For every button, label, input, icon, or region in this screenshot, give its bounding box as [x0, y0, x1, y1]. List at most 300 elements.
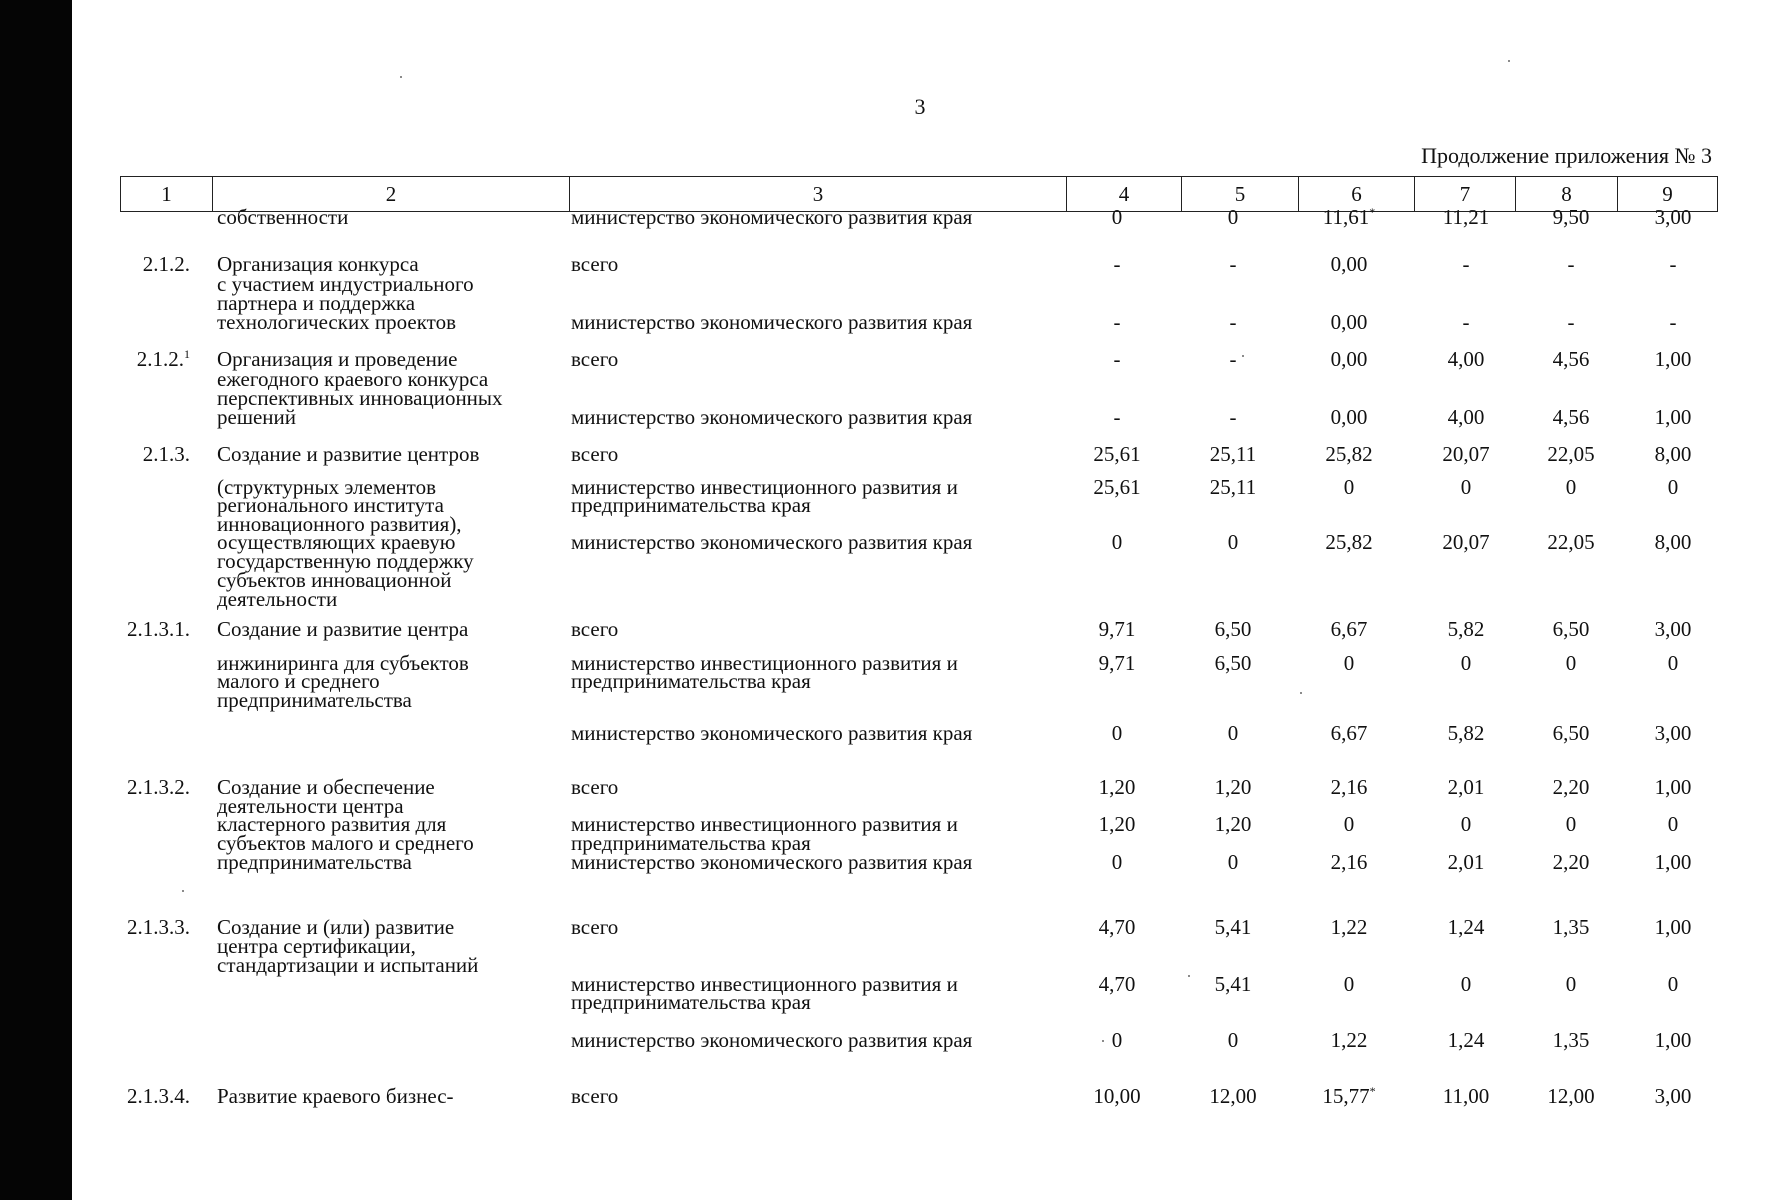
value-col-8-text: 0 — [1565, 475, 1577, 499]
value-col-4-text: 0 — [1111, 721, 1123, 745]
value-col-8 — [1521, 205, 1621, 229]
value-col-6 — [1299, 651, 1399, 675]
value-col-8 — [1521, 347, 1621, 371]
value-col-4 — [1067, 1028, 1167, 1052]
value-col-9 — [1623, 617, 1723, 641]
footnote-mark: * — [1369, 1084, 1376, 1098]
row-code-text: 2.1.3.3. — [127, 915, 190, 939]
value-col-7 — [1416, 915, 1516, 939]
value-col-9-text: 1,00 — [1654, 775, 1692, 799]
row-organization — [571, 530, 973, 554]
value-col-8-text: 0 — [1565, 812, 1577, 836]
row-organization — [571, 493, 811, 517]
row-code — [78, 617, 190, 641]
row-name-text: партнера и поддержка — [217, 291, 416, 315]
scan-speck — [1300, 692, 1302, 694]
row-name-text: регионального института — [217, 493, 444, 517]
scan-speck — [400, 76, 402, 78]
value-col-8-text: 1,35 — [1552, 915, 1590, 939]
row-organization — [571, 310, 973, 334]
scan-speck — [1102, 1040, 1104, 1042]
value-col-9 — [1623, 405, 1723, 429]
row-name — [217, 617, 469, 641]
value-col-8-text: - — [1567, 252, 1575, 276]
row-organization — [571, 1084, 619, 1108]
value-col-5 — [1183, 252, 1283, 276]
value-col-4-text: 0 — [1111, 1028, 1123, 1052]
row-name-text: перспективных инновационных — [217, 386, 503, 410]
value-col-7-text: 1,24 — [1447, 1028, 1485, 1052]
value-col-4 — [1067, 812, 1167, 836]
value-col-5 — [1183, 775, 1283, 799]
value-col-4-text: 9,71 — [1098, 617, 1136, 641]
value-col-9 — [1623, 651, 1723, 675]
row-organization — [571, 721, 973, 745]
value-col-5-text: 12,00 — [1209, 1084, 1257, 1108]
value-col-6 — [1299, 812, 1399, 836]
row-organization-text: министерство экономического развития края — [571, 1028, 973, 1052]
value-col-6-text: 0 — [1343, 812, 1355, 836]
value-col-9 — [1623, 442, 1723, 466]
value-col-4 — [1067, 721, 1167, 745]
value-col-8 — [1521, 1084, 1621, 1108]
value-col-8-text: 22,05 — [1547, 530, 1595, 554]
value-col-9-text: - — [1669, 310, 1677, 334]
row-organization — [571, 669, 811, 693]
value-col-6-text: 0 — [1343, 972, 1355, 996]
value-col-6-text: 6,67 — [1330, 617, 1368, 641]
column-header-1: 1 — [121, 177, 213, 212]
value-col-4 — [1067, 972, 1167, 996]
value-col-7-text: - — [1462, 310, 1470, 334]
value-col-4-text: 9,71 — [1098, 651, 1136, 675]
row-name-text: Создание и обеспечение — [217, 775, 435, 799]
row-code-text: 2.1.3.4. — [127, 1084, 190, 1108]
value-col-9 — [1623, 530, 1723, 554]
row-organization — [571, 252, 619, 276]
row-organization-text: министерство экономического развития края — [571, 405, 973, 429]
value-col-4-text: 0 — [1111, 205, 1123, 229]
row-name-text: (структурных элементов — [217, 475, 436, 499]
value-col-6-text: 11,61 — [1322, 205, 1370, 229]
value-col-5-text: 0 — [1227, 205, 1239, 229]
value-col-5-text: 5,41 — [1214, 915, 1252, 939]
page-number: 3 — [914, 94, 926, 119]
row-code — [78, 775, 190, 799]
value-col-6 — [1299, 972, 1399, 996]
value-col-9-text: 8,00 — [1654, 530, 1692, 554]
value-col-7 — [1416, 205, 1516, 229]
value-col-4-text: 10,00 — [1093, 1084, 1141, 1108]
row-organization — [571, 347, 619, 371]
value-col-8 — [1521, 775, 1621, 799]
value-col-7-text: 1,24 — [1447, 915, 1485, 939]
row-name-text: кластерного развития для — [217, 812, 447, 836]
row-organization — [571, 617, 619, 641]
value-col-5-text: 25,11 — [1209, 442, 1257, 466]
value-col-5 — [1183, 915, 1283, 939]
value-col-5-text: - — [1229, 310, 1237, 334]
value-col-6 — [1299, 252, 1399, 276]
value-col-5-text: 0 — [1227, 1028, 1239, 1052]
value-col-8 — [1521, 405, 1621, 429]
value-col-4 — [1067, 617, 1167, 641]
value-col-7 — [1416, 850, 1516, 874]
value-col-9 — [1623, 915, 1723, 939]
value-col-7 — [1416, 442, 1516, 466]
value-col-6 — [1299, 850, 1399, 874]
value-col-7-text: 0 — [1460, 972, 1472, 996]
row-organization — [571, 1028, 973, 1052]
value-col-4 — [1067, 530, 1167, 554]
value-col-6 — [1299, 310, 1399, 334]
value-col-9 — [1623, 205, 1723, 229]
row-code — [78, 347, 190, 371]
value-col-9 — [1623, 310, 1723, 334]
row-organization-text: предпринимательства края — [571, 493, 811, 517]
row-name-text: предпринимательства — [217, 850, 412, 874]
value-col-4-text: 25,61 — [1093, 475, 1141, 499]
value-col-7 — [1416, 721, 1516, 745]
row-name — [217, 310, 456, 334]
continuation-caption: Продолжение приложения № 3 — [1421, 143, 1712, 168]
value-col-8 — [1521, 617, 1621, 641]
value-col-6-text: 0,00 — [1330, 310, 1368, 334]
value-col-9-text: 1,00 — [1654, 915, 1692, 939]
value-col-8-text: 4,56 — [1552, 405, 1590, 429]
row-name-text: субъектов инновационной — [217, 568, 452, 592]
row-organization-text: всего — [571, 617, 619, 641]
value-col-8-text: 0 — [1565, 972, 1577, 996]
value-col-4 — [1067, 651, 1167, 675]
value-col-4 — [1067, 442, 1167, 466]
value-col-6-text: 0 — [1343, 475, 1355, 499]
value-col-7 — [1416, 530, 1516, 554]
row-code — [78, 252, 190, 276]
value-col-6 — [1299, 205, 1399, 229]
row-name — [217, 850, 412, 874]
value-col-4-text: - — [1113, 405, 1121, 429]
value-col-6 — [1299, 1084, 1399, 1108]
value-col-8 — [1521, 310, 1621, 334]
value-col-7-text: 20,07 — [1442, 442, 1490, 466]
footnote-mark: * — [1369, 205, 1376, 219]
value-col-9 — [1623, 1028, 1723, 1052]
value-col-7 — [1416, 310, 1516, 334]
row-name-text: решений — [217, 405, 297, 429]
value-col-4 — [1067, 310, 1167, 334]
row-name-text: Организация конкурса — [217, 252, 419, 276]
value-col-9 — [1623, 475, 1723, 499]
column-header-6: 6 — [1299, 177, 1415, 212]
value-col-8 — [1521, 651, 1621, 675]
column-header-8: 8 — [1516, 177, 1618, 212]
row-name-text: собственности — [217, 205, 349, 229]
value-col-9 — [1623, 812, 1723, 836]
column-header-5: 5 — [1182, 177, 1299, 212]
value-col-7-text: 0 — [1460, 812, 1472, 836]
value-col-9 — [1623, 972, 1723, 996]
row-code — [78, 1084, 190, 1108]
value-col-4-text: 4,70 — [1098, 915, 1136, 939]
scan-speck — [1508, 60, 1510, 62]
value-col-6-text: 2,16 — [1330, 775, 1368, 799]
row-code-text: 2.1.3.2. — [127, 775, 190, 799]
value-col-4 — [1067, 850, 1167, 874]
value-col-5 — [1183, 812, 1283, 836]
row-organization — [571, 405, 973, 429]
value-col-4-text: - — [1113, 347, 1121, 371]
value-col-5-text: 25,11 — [1209, 475, 1257, 499]
row-organization-text: министерство экономического развития края — [571, 530, 973, 554]
row-code-text: 2.1.2. — [142, 252, 190, 276]
value-col-6-text: 25,82 — [1325, 442, 1373, 466]
value-col-8-text: - — [1567, 310, 1575, 334]
row-name-text: технологических проектов — [217, 310, 456, 334]
value-col-4 — [1067, 475, 1167, 499]
value-col-6 — [1299, 1028, 1399, 1052]
row-name-text: инновационного развития), — [217, 512, 462, 536]
value-col-9-text: 3,00 — [1654, 721, 1692, 745]
value-col-7 — [1416, 775, 1516, 799]
value-col-5 — [1183, 347, 1283, 371]
value-col-9 — [1623, 775, 1723, 799]
value-col-9 — [1623, 850, 1723, 874]
value-col-8 — [1521, 812, 1621, 836]
value-col-8 — [1521, 442, 1621, 466]
row-name — [217, 688, 412, 712]
value-col-6-text: 0,00 — [1330, 252, 1368, 276]
row-name — [217, 587, 338, 611]
row-name-text: с участием индустриального — [217, 272, 474, 296]
value-col-6-text: 1,22 — [1330, 915, 1368, 939]
value-col-8 — [1521, 530, 1621, 554]
value-col-9-text: 0 — [1667, 651, 1679, 675]
value-col-6 — [1299, 721, 1399, 745]
row-organization-text: министерство экономического развития края — [571, 850, 973, 874]
row-name-text: Создание и развитие центра — [217, 617, 469, 641]
value-col-5-text: 6,50 — [1214, 651, 1252, 675]
row-name-text: государственную поддержку — [217, 549, 474, 573]
row-organization-text: всего — [571, 442, 619, 466]
value-col-7-text: 11,21 — [1442, 205, 1490, 229]
value-col-6 — [1299, 915, 1399, 939]
value-col-5 — [1183, 1084, 1283, 1108]
row-organization — [571, 990, 811, 1014]
row-name-text: деятельности — [217, 587, 338, 611]
value-col-9-text: 1,00 — [1654, 1028, 1692, 1052]
value-col-9 — [1623, 347, 1723, 371]
value-col-5 — [1183, 530, 1283, 554]
value-col-6-text: 0 — [1343, 651, 1355, 675]
value-col-7 — [1416, 475, 1516, 499]
row-name-text: ежегодного краевого конкурса — [217, 367, 489, 391]
row-name-text: предпринимательства — [217, 688, 412, 712]
value-col-8 — [1521, 850, 1621, 874]
row-organization-text: предпринимательства края — [571, 831, 811, 855]
value-col-9-text: - — [1669, 252, 1677, 276]
row-name-text: Создание и развитие центров — [217, 442, 480, 466]
row-name-text: осуществляющих краевую — [217, 530, 456, 554]
value-col-4-text: 0 — [1111, 850, 1123, 874]
value-col-5-text: - — [1229, 347, 1237, 371]
value-col-6 — [1299, 405, 1399, 429]
value-col-9-text: 3,00 — [1654, 617, 1692, 641]
value-col-5 — [1183, 205, 1283, 229]
row-organization — [571, 205, 973, 229]
value-col-7 — [1416, 812, 1516, 836]
row-organization-text: всего — [571, 347, 619, 371]
value-col-9 — [1623, 721, 1723, 745]
row-organization — [571, 850, 973, 874]
row-organization — [571, 775, 619, 799]
value-col-4 — [1067, 775, 1167, 799]
value-col-8-text: 6,50 — [1552, 617, 1590, 641]
row-organization-text: всего — [571, 1084, 619, 1108]
value-col-5-text: 0 — [1227, 530, 1239, 554]
row-name — [217, 442, 480, 466]
value-col-7-text: 2,01 — [1447, 775, 1485, 799]
value-col-8-text: 12,00 — [1547, 1084, 1595, 1108]
value-col-5 — [1183, 1028, 1283, 1052]
row-name — [217, 405, 297, 429]
value-col-8-text: 2,20 — [1552, 775, 1590, 799]
value-col-4-text: 1,20 — [1098, 775, 1136, 799]
value-col-6-text: 2,16 — [1330, 850, 1368, 874]
row-organization-text: всего — [571, 775, 619, 799]
row-organization — [571, 915, 619, 939]
row-code — [78, 915, 190, 939]
value-col-7-text: 5,82 — [1447, 721, 1485, 745]
row-organization-text: министерство инвестиционного развития и — [571, 651, 958, 675]
scan-speck — [1242, 355, 1244, 357]
row-organization-text: всего — [571, 915, 619, 939]
row-name — [217, 953, 479, 977]
value-col-5 — [1183, 850, 1283, 874]
value-col-7-text: 2,01 — [1447, 850, 1485, 874]
value-col-8-text: 2,20 — [1552, 850, 1590, 874]
value-col-5 — [1183, 972, 1283, 996]
value-col-5 — [1183, 310, 1283, 334]
row-name-text: стандартизации и испытаний — [217, 953, 479, 977]
value-col-8-text: 6,50 — [1552, 721, 1590, 745]
value-col-6-text: 6,67 — [1330, 721, 1368, 745]
column-header-7: 7 — [1415, 177, 1516, 212]
value-col-8 — [1521, 972, 1621, 996]
value-col-8-text: 9,50 — [1552, 205, 1590, 229]
value-col-9-text: 3,00 — [1654, 1084, 1692, 1108]
value-col-4-text: 0 — [1111, 530, 1123, 554]
value-col-5-text: 0 — [1227, 721, 1239, 745]
row-organization-text: министерство инвестиционного развития и — [571, 475, 958, 499]
value-col-9-text: 0 — [1667, 972, 1679, 996]
row-organization-text: министерство инвестиционного развития и — [571, 972, 958, 996]
row-organization-text: министерство экономического развития края — [571, 205, 973, 229]
value-col-5 — [1183, 721, 1283, 745]
value-col-7 — [1416, 617, 1516, 641]
value-col-5 — [1183, 617, 1283, 641]
value-col-7-text: 0 — [1460, 651, 1472, 675]
value-col-5 — [1183, 475, 1283, 499]
value-col-7-text: 20,07 — [1442, 530, 1490, 554]
value-col-5-text: 1,20 — [1214, 812, 1252, 836]
value-col-9-text: 1,00 — [1654, 347, 1692, 371]
value-col-6-text: 0,00 — [1330, 405, 1368, 429]
value-col-7 — [1416, 252, 1516, 276]
value-col-4 — [1067, 205, 1167, 229]
value-col-4 — [1067, 915, 1167, 939]
value-col-5-text: - — [1229, 405, 1237, 429]
value-col-5-text: 0 — [1227, 850, 1239, 874]
value-col-9 — [1623, 252, 1723, 276]
row-organization-text: министерство экономического развития края — [571, 721, 973, 745]
value-col-6 — [1299, 442, 1399, 466]
value-col-8 — [1521, 721, 1621, 745]
value-col-4 — [1067, 1084, 1167, 1108]
value-col-8 — [1521, 1028, 1621, 1052]
value-col-5-text: 1,20 — [1214, 775, 1252, 799]
scan-speck — [1188, 975, 1190, 977]
value-col-7-text: 4,00 — [1447, 347, 1485, 371]
row-organization-text: министерство инвестиционного развития и — [571, 812, 958, 836]
row-code-text: 2.1.3.1. — [127, 617, 190, 641]
value-col-9-text: 1,00 — [1654, 850, 1692, 874]
row-organization-text: всего — [571, 252, 619, 276]
value-col-4 — [1067, 252, 1167, 276]
value-col-6 — [1299, 530, 1399, 554]
value-col-7 — [1416, 347, 1516, 371]
row-code-text: 2.1.2. — [136, 347, 184, 371]
value-col-7-text: 5,82 — [1447, 617, 1485, 641]
value-col-7 — [1416, 972, 1516, 996]
value-col-5-text: 6,50 — [1214, 617, 1252, 641]
value-col-6-text: 15,77 — [1322, 1084, 1370, 1108]
value-col-8-text: 4,56 — [1552, 347, 1590, 371]
value-col-6-text: 25,82 — [1325, 530, 1373, 554]
row-name-text: Создание и (или) развитие — [217, 915, 455, 939]
value-col-8-text: 0 — [1565, 651, 1577, 675]
value-col-4-text: 1,20 — [1098, 812, 1136, 836]
value-col-4-text: 25,61 — [1093, 442, 1141, 466]
row-name-text: Организация и проведение — [217, 347, 458, 371]
value-col-6-text: 0,00 — [1330, 347, 1368, 371]
value-col-9-text: 1,00 — [1654, 405, 1692, 429]
value-col-5-text: 5,41 — [1214, 972, 1252, 996]
value-col-4-text: 4,70 — [1098, 972, 1136, 996]
value-col-8 — [1521, 252, 1621, 276]
row-organization-text: предпринимательства края — [571, 669, 811, 693]
value-col-7-text: 11,00 — [1442, 1084, 1490, 1108]
value-col-6-text: 1,22 — [1330, 1028, 1368, 1052]
value-col-4-text: - — [1113, 310, 1121, 334]
row-code — [78, 442, 190, 466]
column-header-4: 4 — [1067, 177, 1182, 212]
row-code-superscript: 1 — [184, 347, 190, 361]
row-name-text: инжиниринга для субъектов — [217, 651, 469, 675]
column-header-9: 9 — [1618, 177, 1718, 212]
row-code-text: 2.1.3. — [142, 442, 190, 466]
value-col-6 — [1299, 617, 1399, 641]
scan-speck — [182, 890, 184, 892]
value-col-7-text: 4,00 — [1447, 405, 1485, 429]
row-name — [217, 205, 349, 229]
value-col-7 — [1416, 1084, 1516, 1108]
value-col-4-text: - — [1113, 252, 1121, 276]
row-name-text: центра сертификации, — [217, 934, 416, 958]
row-name-text: Развитие краевого бизнес- — [217, 1084, 454, 1108]
value-col-8 — [1521, 475, 1621, 499]
row-name-text: деятельности центра — [217, 794, 404, 818]
